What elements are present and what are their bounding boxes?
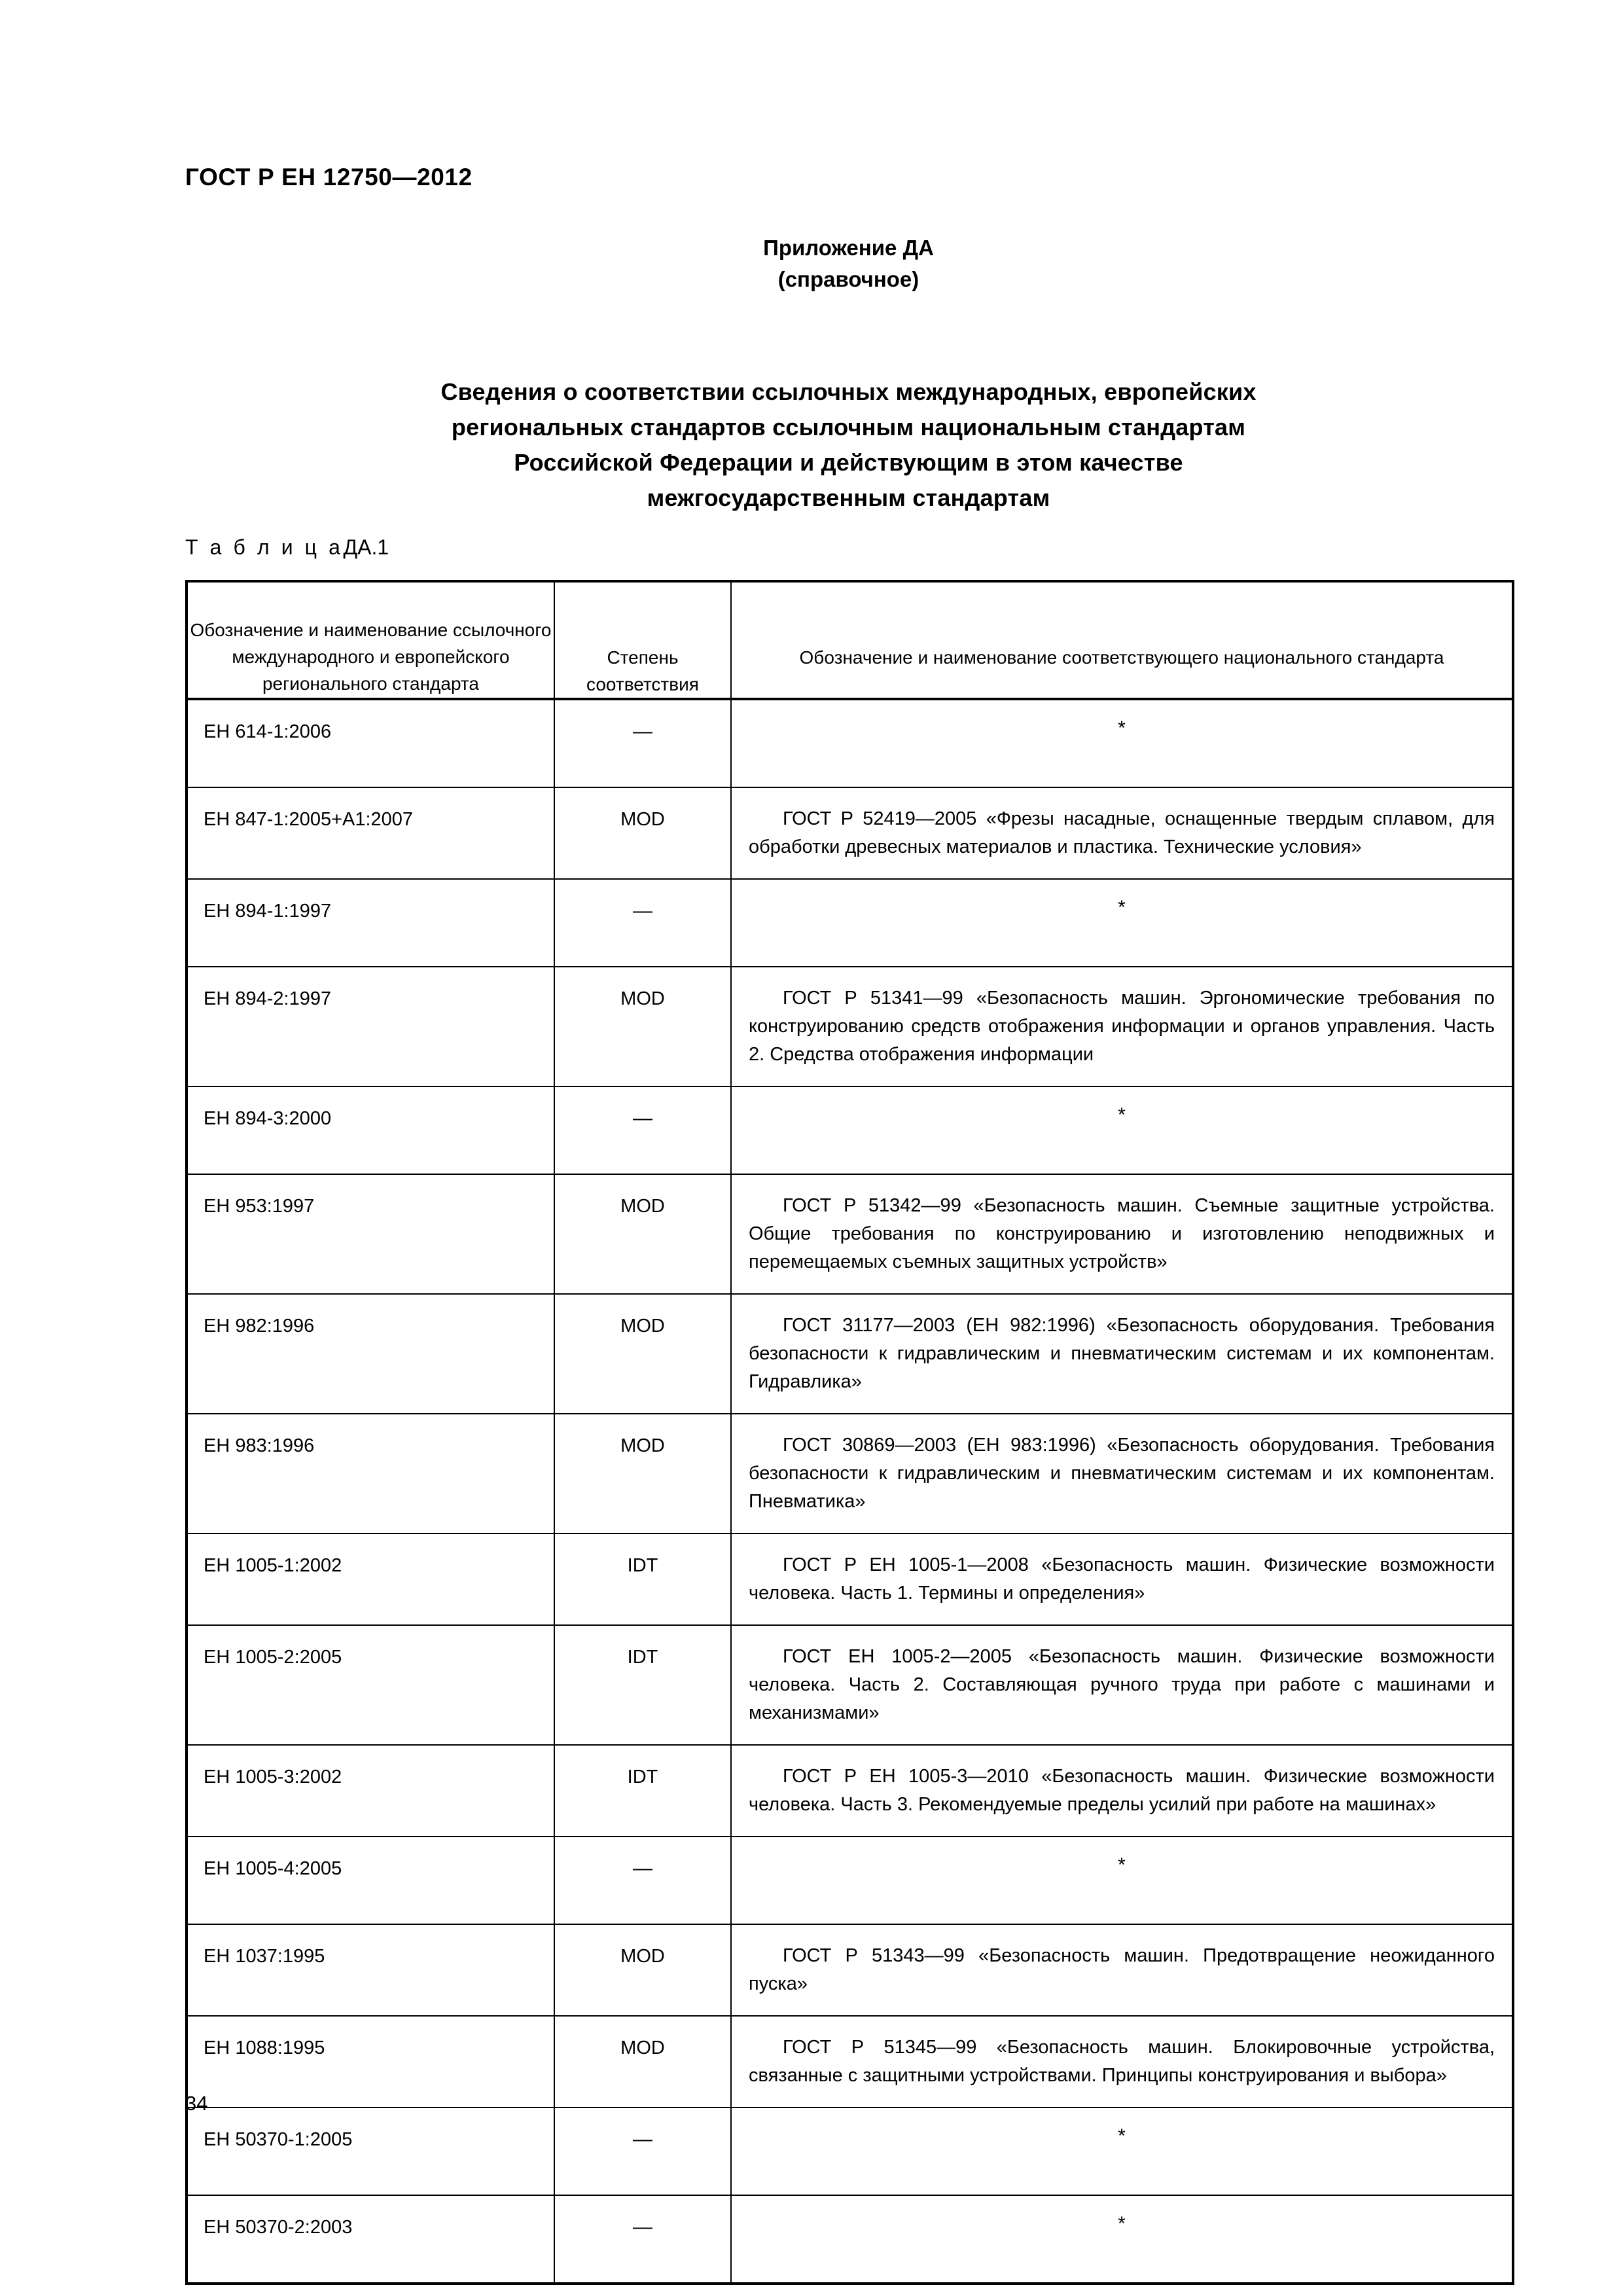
table-row: [187, 1534, 1513, 1625]
cell-reference-standard: ЕН 1088:1995: [187, 2016, 554, 2108]
cell-degree-of-correspondence: [554, 2195, 731, 2284]
cell-degree-of-correspondence: [554, 1086, 731, 1174]
asterisk-mark: *: [1118, 2125, 1126, 2147]
cell-reference-standard: ЕН 894-2:1997: [187, 967, 554, 1086]
cell-reference-standard: ЕН 847-1:2005+А1:2007: [187, 787, 554, 879]
cell-national-standard: ГОСТ Р ЕН 1005-3—2010 «Безопасность машин. Физические возможности человека. Часть 3. Рекомендуемые пределы усилий при работе на машинах»: [731, 1745, 1513, 1837]
degree-code: IDT: [627, 1555, 658, 1576]
page-title-line-2: региональных стандартов ссылочным национальным стандартам: [451, 414, 1246, 440]
column-header-national: Обозначение и наименование соответствующего национального стандарта: [731, 581, 1513, 699]
em-dash-mark: —: [633, 2128, 652, 2150]
cell-national-standard: ГОСТ Р 51342—99 «Безопасность машин. Съемные защитные устройства. Общие требования по конструированию и изготовлению неподвижных и перемещаемых съемных защитных устройств»: [731, 1174, 1513, 1294]
table-row: [187, 1745, 1513, 1837]
cell-degree-of-correspondence: [554, 1924, 731, 2016]
cell-national-standard: ГОСТ Р 51343—99 «Безопасность машин. Предотвращение неожиданного пуска»: [731, 1924, 1513, 2016]
cell-degree-of-correspondence: [554, 967, 731, 1086]
cell-degree-of-correspondence: [554, 1837, 731, 1924]
cell-degree-of-correspondence: [554, 1414, 731, 1534]
table-row: [187, 967, 1513, 1086]
cell-national-standard: [731, 1086, 1513, 1174]
column-header-degree: Степень соответствия: [554, 581, 731, 699]
cell-reference-standard: ЕН 50370-1:2005: [187, 2108, 554, 2195]
em-dash-mark: —: [633, 721, 652, 742]
cell-reference-standard: ЕН 1005-2:2005: [187, 1625, 554, 1745]
cell-reference-standard: ЕН 1037:1995: [187, 1924, 554, 2016]
table-row: [187, 1086, 1513, 1174]
cell-degree-of-correspondence: [554, 1625, 731, 1745]
cell-reference-standard: ЕН 983:1996: [187, 1414, 554, 1534]
cell-national-standard: ГОСТ Р ЕН 1005-1—2008 «Безопасность машин. Физические возможности человека. Часть 1. Термины и определения»: [731, 1534, 1513, 1625]
cell-degree-of-correspondence: [554, 1534, 731, 1625]
degree-code: MOD: [620, 1946, 665, 1967]
cell-national-standard: ГОСТ ЕН 1005-2—2005 «Безопасность машин. Физические возможности человека. Часть 2. Составляющая ручного труда при работе с машинами и механизмами»: [731, 1625, 1513, 1745]
table-row: [187, 699, 1513, 787]
table-row: [187, 1294, 1513, 1414]
em-dash-mark: —: [633, 1107, 652, 1129]
cell-degree-of-correspondence: [554, 1745, 731, 1837]
table-row: [187, 1625, 1513, 1745]
page-title-line-1: Сведения о соответствии ссылочных международных, европейских: [440, 378, 1257, 405]
table-row: [187, 2195, 1513, 2284]
cell-national-standard: ГОСТ 31177—2003 (ЕН 982:1996) «Безопасность оборудования. Требования безопасности к гидравлическим и пневматическим системам и их компонентам. Гидравлика»: [731, 1294, 1513, 1414]
cell-reference-standard: ЕН 614-1:2006: [187, 699, 554, 787]
cell-reference-standard: ЕН 1005-1:2002: [187, 1534, 554, 1625]
cell-national-standard: [731, 699, 1513, 787]
cell-reference-standard: ЕН 1005-4:2005: [187, 1837, 554, 1924]
asterisk-mark: *: [1118, 1104, 1126, 1126]
page-title: [185, 374, 1512, 516]
cell-reference-standard: ЕН 1005-3:2002: [187, 1745, 554, 1837]
table-row: [187, 1837, 1513, 1924]
table-row: [187, 1414, 1513, 1534]
table-caption: [185, 535, 389, 560]
table-row: [187, 1924, 1513, 2016]
cell-degree-of-correspondence: [554, 1174, 731, 1294]
degree-code: MOD: [620, 988, 665, 1009]
asterisk-mark: *: [1118, 2213, 1126, 2234]
table-header-row: [187, 581, 1513, 699]
page-number: 34: [185, 2092, 208, 2115]
annex-kind: (справочное): [777, 267, 919, 291]
cell-reference-standard: ЕН 953:1997: [187, 1174, 554, 1294]
asterisk-mark: *: [1118, 717, 1126, 739]
page-title-line-4: межгосударственным стандартам: [647, 484, 1050, 511]
page-title-line-3: Российской Федерации и действующим в этом качестве: [514, 449, 1183, 476]
cell-national-standard: [731, 2195, 1513, 2284]
running-head: ГОСТ Р ЕН 12750—2012: [185, 164, 473, 190]
correspondence-table: [185, 580, 1514, 2285]
cell-reference-standard: ЕН 982:1996: [187, 1294, 554, 1414]
annex-label: Приложение ДА: [763, 236, 934, 260]
cell-national-standard: ГОСТ 30869—2003 (ЕН 983:1996) «Безопасность оборудования. Требования безопасности к гидравлическим и пневматическим системам и их компонентам. Пневматика»: [731, 1414, 1513, 1534]
em-dash-mark: —: [633, 2216, 652, 2238]
cell-reference-standard: ЕН 50370-2:2003: [187, 2195, 554, 2284]
em-dash-mark: —: [633, 900, 652, 922]
table-header: [187, 581, 1513, 699]
degree-code: IDT: [627, 1767, 658, 1787]
cell-reference-standard: ЕН 894-1:1997: [187, 879, 554, 967]
asterisk-mark: *: [1118, 897, 1126, 918]
annex-heading: [185, 232, 1512, 295]
table-caption-id: ДА.1: [343, 535, 389, 559]
cell-national-standard: [731, 2108, 1513, 2195]
cell-national-standard: ГОСТ Р 51345—99 «Безопасность машин. Блокировочные устройства, связанные с защитными устройствами. Принципы конструирования и выбора»: [731, 2016, 1513, 2108]
degree-code: MOD: [620, 1196, 665, 1217]
cell-degree-of-correspondence: [554, 1294, 731, 1414]
cell-reference-standard: ЕН 894-3:2000: [187, 1086, 554, 1174]
column-header-reference: Обозначение и наименование ссылочного международного и европейского регионального стандарта: [187, 581, 554, 699]
cell-degree-of-correspondence: [554, 787, 731, 879]
degree-code: IDT: [627, 1647, 658, 1668]
table-row: [187, 879, 1513, 967]
degree-code: MOD: [620, 2037, 665, 2058]
cell-national-standard: [731, 879, 1513, 967]
em-dash-mark: —: [633, 1857, 652, 1879]
table-body: [187, 699, 1513, 2284]
degree-code: MOD: [620, 1435, 665, 1456]
cell-national-standard: ГОСТ Р 52419—2005 «Фрезы насадные, оснащенные твердым сплавом, для обработки древесных материалов и пластика. Технические условия»: [731, 787, 1513, 879]
cell-degree-of-correspondence: [554, 879, 731, 967]
table-caption-label: Т а б л и ц а: [185, 535, 344, 559]
table-row: [187, 787, 1513, 879]
table-row: [187, 2108, 1513, 2195]
table-row: [187, 1174, 1513, 1294]
table-row: [187, 2016, 1513, 2108]
cell-national-standard: ГОСТ Р 51341—99 «Безопасность машин. Эргономические требования по конструированию средств отображения информации и органов управления. Часть 2. Средства отображения информации: [731, 967, 1513, 1086]
cell-degree-of-correspondence: [554, 2016, 731, 2108]
cell-degree-of-correspondence: [554, 2108, 731, 2195]
degree-code: MOD: [620, 1316, 665, 1336]
cell-degree-of-correspondence: [554, 699, 731, 787]
degree-code: MOD: [620, 809, 665, 830]
cell-national-standard: [731, 1837, 1513, 1924]
asterisk-mark: *: [1118, 1854, 1126, 1876]
